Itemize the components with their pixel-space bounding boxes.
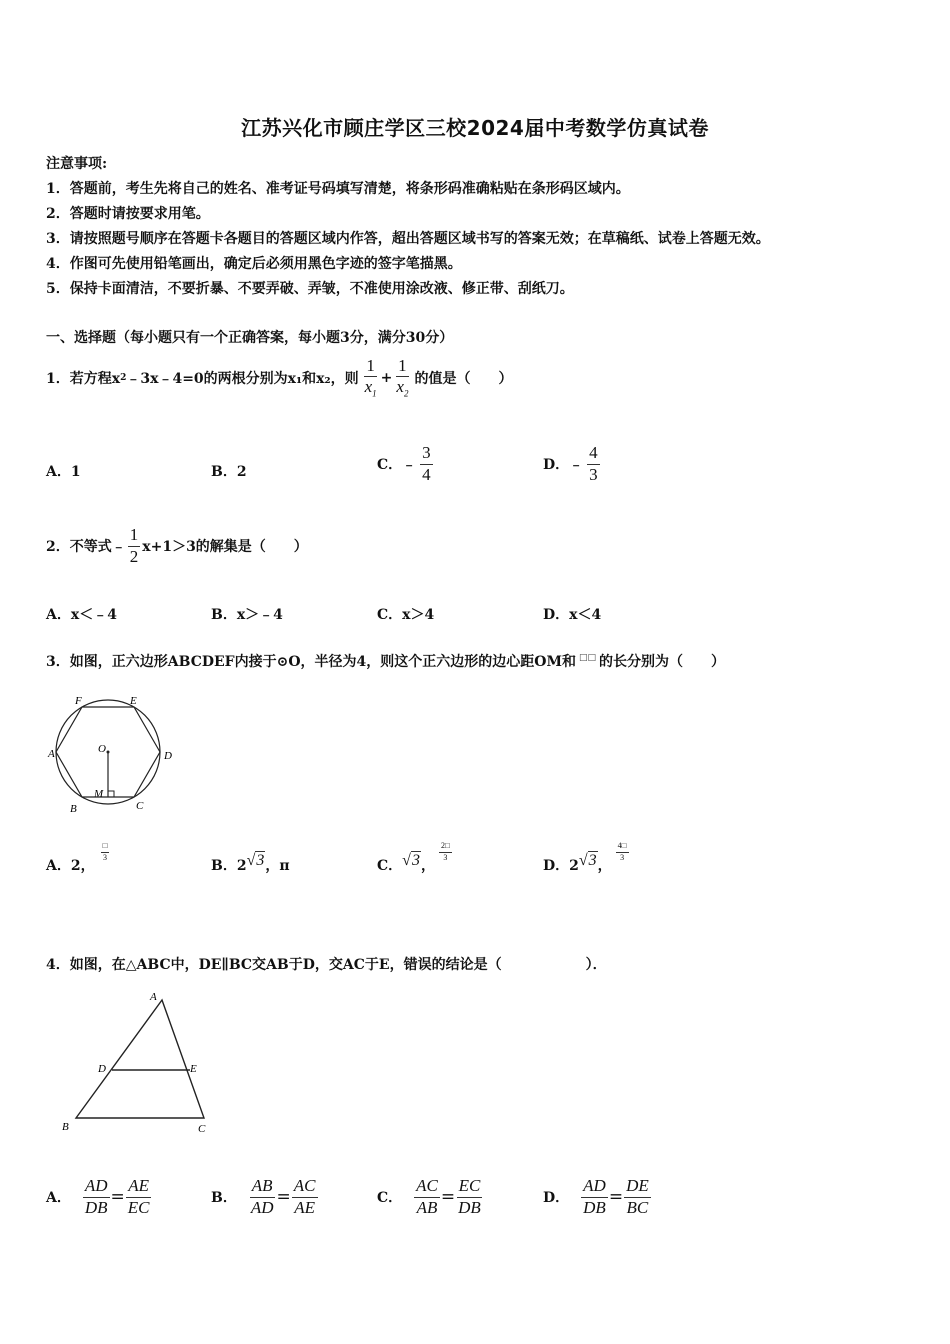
q1-f2-numerator: 1: [396, 357, 409, 378]
q1-mid: ﹣3x﹣4=0的两根分别为x₁和x₂，则: [126, 371, 359, 387]
q3-option-c-sqrt: √3: [402, 852, 420, 869]
q3-option-a-fraction: [101, 842, 110, 863]
q3-option-d-radicand: 3: [588, 852, 597, 869]
q1-option-a[interactable]: A．1: [46, 464, 81, 480]
fig3-label-f: F: [75, 695, 82, 707]
q4-option-d-eq: =: [608, 1187, 624, 1207]
q4-option-c-right: [456, 1177, 483, 1217]
q4-option-a-right: [126, 1177, 152, 1217]
fig3-label-b: B: [70, 803, 77, 815]
q4-option-c-right-den: DB: [458, 1197, 481, 1217]
q1-f2-sub: 2: [403, 388, 409, 399]
q1-f2-var: x: [396, 377, 404, 397]
q4-option-b-right-den: AE: [294, 1197, 316, 1217]
q3-option-a-numerator: □: [101, 842, 110, 853]
q4-option-a-left: [83, 1177, 110, 1217]
fig3-label-m: M: [94, 788, 104, 800]
q1-option-c[interactable]: [377, 436, 433, 492]
q4-option-c-right-num: EC: [457, 1177, 483, 1198]
q4-option-d[interactable]: [543, 1170, 651, 1224]
note-item-4: 4．作图可先使用铅笔画出，确定后必须用黑色字迹的签字笔描黑。: [46, 256, 462, 272]
q1-fraction-2: [394, 357, 410, 400]
q3-option-d[interactable]: [543, 842, 629, 888]
q4-option-b-left-den: AD: [250, 1197, 274, 1217]
q4-option-b-left: [249, 1177, 276, 1217]
q1-f1-denominator: [363, 377, 379, 399]
fig4-label-e: E: [190, 1063, 197, 1075]
q4-option-b-right: [292, 1177, 318, 1217]
q3-option-c-denominator: 3: [443, 852, 448, 862]
q1-prefix: 1．若方程x: [46, 371, 121, 387]
q4-option-c-eq: =: [440, 1187, 456, 1207]
triangle-figure: [58, 986, 214, 1136]
q1-fraction-1: [363, 357, 379, 400]
q3-option-b-sqrt: √3: [246, 852, 265, 869]
q1-option-d-fraction: [587, 444, 600, 484]
fig4-label-a: A: [150, 991, 157, 1003]
q4-option-a-right-den: EC: [127, 1197, 150, 1217]
q1-plus: +: [380, 370, 393, 386]
q1-option-d-label: D．﹣: [543, 457, 584, 473]
q4-option-c-left-den: AB: [416, 1197, 438, 1217]
fig3-label-e: E: [130, 695, 137, 707]
q1-option-c-label: C．﹣: [377, 457, 417, 473]
q3-option-b-radicand: 3: [256, 852, 265, 869]
q4-option-b-eq: =: [276, 1187, 291, 1207]
q4-option-c-label: C．: [377, 1190, 403, 1206]
note-item-2: 2．答题时请按要求用笔。: [46, 206, 210, 222]
page-title: 江苏兴化市顾庄学区三校2024届中考数学仿真试卷: [241, 116, 709, 140]
q2-option-b[interactable]: B．x＞﹣4: [211, 607, 283, 623]
q4-option-c-left-num: AC: [414, 1177, 440, 1198]
note-item-3: 3．请按照题号顺序在答题卡各题目的答题区域内作答，超出答题区域书写的答案无效；在草稿纸、试卷上答题无效。: [46, 231, 770, 247]
fig3-label-a: A: [48, 748, 55, 760]
q2-option-c[interactable]: C．x＞4: [377, 607, 435, 623]
section-heading: 一、选择题（每小题只有一个正确答案，每小题3分，满分30分）: [46, 330, 454, 346]
q4-option-d-left-num: AD: [581, 1177, 608, 1198]
fig4-label-c: C: [198, 1123, 206, 1135]
question-3: [46, 651, 725, 671]
q2-numerator: 1: [128, 526, 141, 547]
q4-option-d-left: [581, 1177, 608, 1217]
q3-option-d-label: D．2: [543, 858, 579, 874]
q3-option-d-denominator: 3: [620, 852, 625, 862]
q4-option-c-left: [414, 1177, 440, 1217]
q4-option-a-eq: =: [110, 1187, 125, 1207]
q3-option-d-fraction: [616, 842, 629, 863]
fig4-label-b: B: [62, 1121, 69, 1133]
q4-option-a-label: A．: [46, 1190, 71, 1206]
q1-option-d-denominator: 3: [589, 464, 598, 484]
q1-f1-sub: 1: [372, 388, 377, 399]
q4-option-a-left-den: DB: [84, 1197, 108, 1217]
q3-option-a-denominator: 3: [103, 852, 108, 862]
q4-option-c[interactable]: [377, 1170, 483, 1224]
q2-option-d[interactable]: D．x＜4: [543, 607, 602, 623]
q3-option-c[interactable]: [377, 842, 452, 888]
q2-option-a[interactable]: A．x＜﹣4: [46, 607, 117, 623]
q4-option-b-label: B．: [211, 1190, 237, 1206]
q3-option-c-label: C．: [377, 858, 403, 874]
q2-denominator: 2: [129, 546, 139, 566]
q1-exponent: 2: [120, 373, 127, 383]
q4-option-b[interactable]: [211, 1170, 318, 1224]
q4-option-d-left-den: DB: [583, 1197, 606, 1217]
q3-option-d-comma: ，: [597, 858, 612, 874]
question-2: [46, 518, 308, 574]
q4-option-a-left-num: AD: [83, 1177, 110, 1198]
q2-prefix: 2．不等式﹣: [46, 539, 126, 555]
note-item-1: 1．答题前，考生先将自己的姓名、准考证号码填写清楚，将条形码准确粘贴在条形码区域内。: [46, 181, 630, 197]
q1-option-c-denominator: 4: [422, 464, 431, 484]
q3-option-c-radicand: 3: [411, 852, 420, 869]
q1-f1-numerator: 1: [364, 357, 377, 378]
q1-f1-var: x: [364, 377, 373, 397]
q4-option-d-right: [624, 1177, 651, 1217]
q3-option-d-sqrt: √3: [578, 852, 597, 869]
question-1: [46, 350, 512, 406]
fig3-label-o: O: [98, 743, 106, 755]
q3-option-b[interactable]: [211, 842, 290, 888]
q4-option-a-right-num: AE: [126, 1177, 151, 1198]
q3-option-d-numerator: 4□: [616, 842, 629, 853]
q1-option-c-fraction: [420, 444, 433, 484]
q1-option-b[interactable]: B．2: [211, 464, 247, 480]
q4-option-a[interactable]: [46, 1170, 152, 1224]
q2-fraction: [128, 526, 141, 566]
notes-heading: 注意事项:: [46, 156, 108, 172]
q4-option-b-right-num: AC: [292, 1177, 318, 1198]
fig3-label-c: C: [136, 800, 144, 812]
q1-option-d-numerator: 4: [587, 444, 600, 465]
note-item-5: 5．保持卡面清洁，不要折暴、不要弄破、弄皱，不准使用涂改液、修正带、刮纸刀。: [46, 281, 574, 297]
q3-option-c-fraction: [439, 842, 452, 863]
q1-suffix: 的值是（ ）: [414, 371, 513, 387]
q4-option-d-right-num: DE: [624, 1177, 651, 1198]
fig4-label-d: D: [98, 1063, 106, 1075]
q4-option-d-right-den: BC: [626, 1197, 649, 1217]
q2-suffix: x+1＞3的解集是（ ）: [142, 539, 308, 555]
q3-option-a[interactable]: [46, 842, 109, 888]
hexagon-circle-figure: [44, 690, 180, 816]
q4-option-b-left-num: AB: [250, 1177, 275, 1198]
q3-option-c-numerator: 2□: [439, 842, 452, 853]
q3-text-2: 的长分别为（ ）: [598, 654, 725, 670]
q1-option-d[interactable]: [543, 436, 600, 492]
q3-option-b-tail: ，π: [265, 858, 290, 874]
q1-f2-denominator: [394, 377, 410, 399]
q3-text-1: 3．如图，正六边形ABCDEF内接于⊙O，半径为4，则这个正六边形的边心距OM和: [46, 654, 576, 670]
q1-option-c-numerator: 3: [420, 444, 433, 465]
q3-placeholder-box: □□: [578, 653, 596, 663]
q3-option-c-comma: ，: [420, 858, 435, 874]
q3-option-b-label: B．2: [211, 858, 247, 874]
q3-option-a-label: A．2，: [46, 858, 95, 874]
q4-option-d-label: D．: [543, 1190, 570, 1206]
question-4: 4．如图，在△ABC中，DE∥BC交AB于D，交AC于E，错误的结论是（ ）．: [46, 957, 607, 973]
fig3-label-d: D: [164, 750, 172, 762]
